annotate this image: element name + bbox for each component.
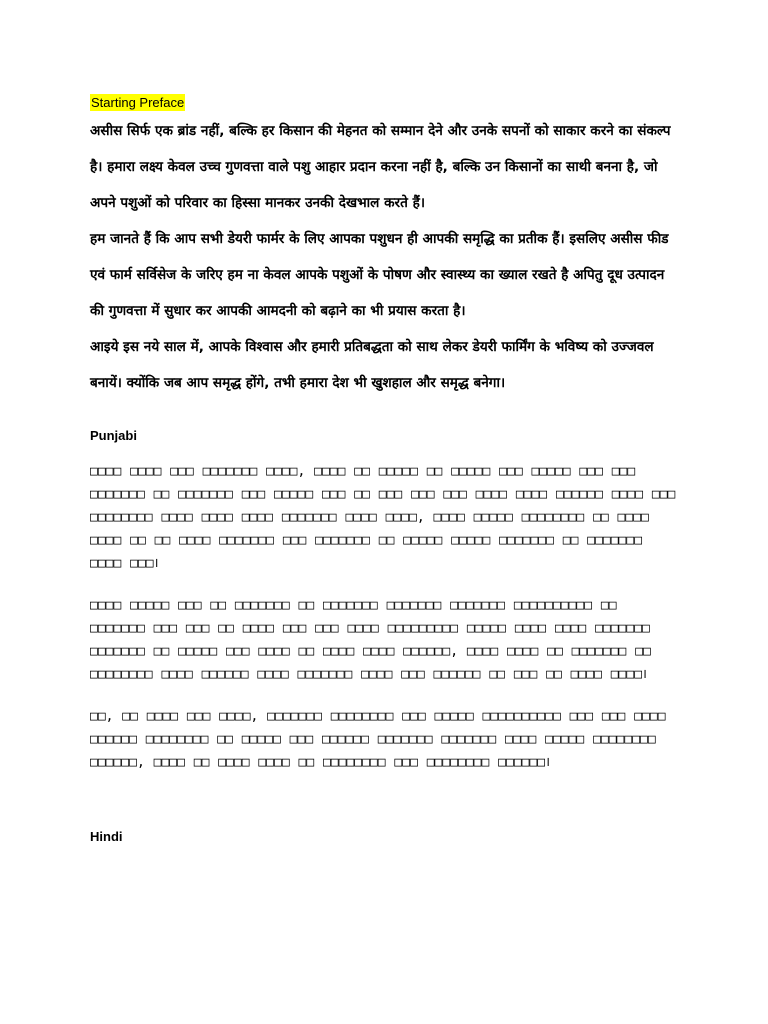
punjabi-paragraph-1: □□□□ □□□□ □□□ □□□□□□□ □□□□, □□□□ □□ □□□□□ □□ □□□□□ □□□ □□□□□ □□□ □□□ □□□□□□□ □□ □□□□□□□ □□□ □□□□□ □□□ □□ □□□ □□□ □□□ □□□□ □□□□ □□□□□□ □□□□ □□□ □□□□□□□□ □□□□ □□□□ □□□□ □□□□□□□ □□□□ □□□□, □□□□ □□□□□ □□□□□□□□ □□ □□□□ □□□□ □□ □□ □□□□ □□□□□□□ □□□ □□□□□□□ □□ □□□□□ □□□□□ □□□□□□□ □□ □□□□□□□ □□□□ □□□। — [90, 464, 676, 571]
hindi-paragraph-2: हम जानते हैं कि आप सभी डेयरी फार्मर के लिए आपका पशुधन ही आपकी समृद्धि का प्रतीक हैं। इसलिए असीस फीड एवं फार्म सर्विसेज के जरिए हम ना केवल आपके पशुओं के पोषण और स्वास्थ्य का ख्याल रखते है अपितु दूध उत्पादन की गुणवत्ता में सुधार कर आपकी आमदनी को बढ़ाने का भी प्रयास करता है। — [90, 231, 669, 319]
punjabi-paragraph-3: □□, □□ □□□□ □□□ □□□□, □□□□□□□ □□□□□□□□ □□□ □□□□□ □□□□□□□□□□ □□□ □□□ □□□□ □□□□□□ □□□□□□□□ □□ □□□□□ □□□ □□□□□□ □□□□□□□ □□□□□□□ □□□□ □□□□□ □□□□□□□□ □□□□□□, □□□□ □□ □□□□ □□□□ □□ □□□□□□□□ □□□ □□□□□□□□ □□□□□□। — [90, 709, 666, 770]
document-page — [90, 92, 680, 845]
starting-preface-label: Starting Preface — [91, 95, 185, 110]
hindi-paragraph-1: असीस सिर्फ एक ब्रांड नहीं, बल्कि हर किसान की मेहनत को सम्मान देने और उनके सपनों को साकार करने का संकल्प है। हमारा लक्ष्य केवल उच्च गुणवत्ता वाले पशु आहार प्रदान करना नहीं है, बल्कि उन किसानों का साथी बनना है, जो अपने पशुओं को परिवार का हिस्सा मानकर उनकी देखभाल करते हैं। — [90, 123, 671, 211]
punjabi-paragraph-2: □□□□ □□□□□ □□□ □□ □□□□□□□ □□ □□□□□□□ □□□□□□□ □□□□□□□ □□□□□□□□□□ □□ □□□□□□□ □□□ □□□ □□ □□□□ □□□ □□□ □□□□ □□□□□□□□□ □□□□□ □□□□ □□□□ □□□□□□□ □□□□□□□ □□ □□□□□ □□□ □□□□ □□ □□□□ □□□□ □□□□□□, □□□□ □□□□ □□ □□□□□□□ □□ □□□□□□□□ □□□□ □□□□□□ □□□□ □□□□□□□ □□□□ □□□ □□□□□□ □□ □□□ □□ □□□□ □□□□। — [90, 598, 651, 682]
hindi-paragraph-3: आइये इस नये साल में, आपके विश्वास और हमारी प्रतिबद्धता को साथ लेकर डेयरी फार्मिंग के भविष्य को उज्जवल बनायें। क्योंकि जब आप समृद्ध होंगे, तभी हमारा देश भी खुशहाल और समृद्ध बनेगा। — [90, 339, 654, 391]
hindi-heading: Hindi — [90, 829, 123, 844]
punjabi-heading: Punjabi — [90, 428, 137, 443]
